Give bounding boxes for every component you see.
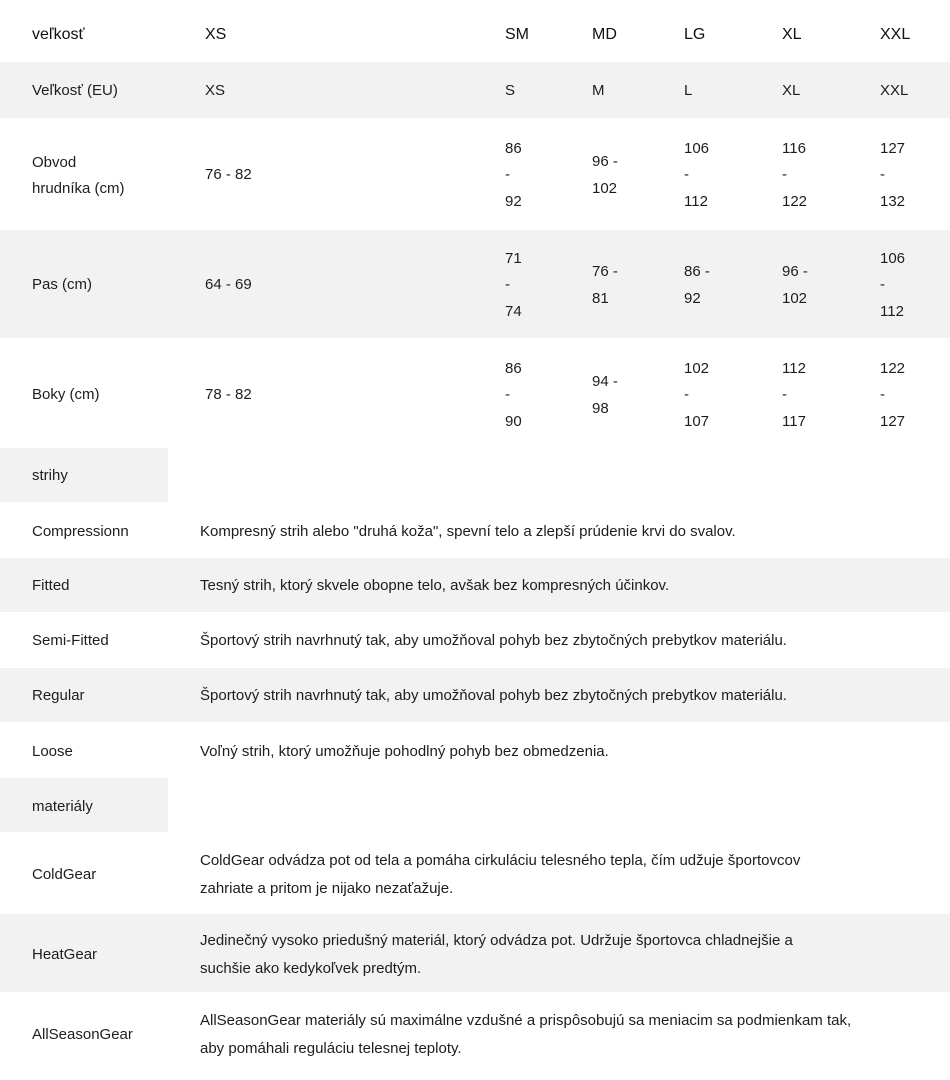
table-row — [0, 120, 950, 228]
table-cell: 132 — [880, 193, 906, 210]
list-item — [0, 668, 950, 722]
cut-name: Loose — [32, 743, 73, 760]
material-description-line2: suchšie ako kedykoľvek predtým. — [200, 960, 422, 977]
list-item — [0, 613, 950, 667]
list-item — [0, 994, 950, 1074]
size-header-row — [0, 22, 950, 52]
table-cell: - — [505, 386, 510, 403]
table-cell: 78 - 82 — [205, 386, 252, 403]
table-cell: 102 — [684, 360, 710, 377]
material-description-line1: AllSeasonGear materiály sú maximálne vzdušné a prispôsobujú sa meniacim sa podmienkam tak, — [200, 1012, 852, 1029]
cut-description: Kompresný strih alebo "druhá koža", spevní telo a zlepší prúdenie krvi do svalov. — [200, 523, 736, 540]
material-description-line1: Jedinečný vysoko priedušný materiál, ktorý odvádza pot. Udržuje športovca chladnejšie a — [200, 932, 793, 949]
header-xl: XL — [782, 26, 802, 43]
table-cell: 122 — [880, 360, 906, 377]
section-title: strihy — [32, 467, 68, 484]
table-cell: 96 - — [592, 153, 618, 170]
cut-description: Športový strih navrhnutý tak, aby umožňoval pohyb bez zbytočných prebytkov materiálu. — [200, 687, 787, 704]
table-cell: 86 — [505, 140, 522, 157]
table-cell: - — [782, 386, 787, 403]
row-label: Veľkosť (EU) — [32, 82, 118, 99]
header-xxl: XXL — [880, 26, 911, 43]
table-cell: 106 — [684, 140, 710, 157]
list-item — [0, 558, 950, 612]
table-cell: - — [684, 386, 689, 403]
table-cell: 127 — [880, 140, 906, 157]
table-cell: 86 — [505, 360, 522, 377]
table-cell: 76 - — [592, 263, 618, 280]
material-name: HeatGear — [32, 946, 98, 963]
table-cell: 106 — [880, 250, 906, 267]
header-lg: LG — [684, 26, 706, 43]
table-cell: 96 - — [782, 263, 808, 280]
table-cell: 112 — [684, 193, 708, 210]
header-label: veľkosť — [32, 26, 85, 43]
list-item — [0, 914, 950, 992]
material-description-line1: ColdGear odvádza pot od tela a pomáha cirkuláciu telesného tepla, čím udžuje športovcov — [200, 852, 801, 869]
table-cell: - — [782, 166, 787, 183]
table-cell: 117 — [782, 413, 806, 430]
table-cell: - — [880, 276, 885, 293]
material-description-line2: aby pomáhali reguláciu telesnej teploty. — [200, 1040, 462, 1057]
table-cell: 90 — [505, 413, 522, 430]
table-cell: XS — [205, 82, 226, 99]
header-xs: XS — [205, 26, 227, 43]
table-cell: 122 — [782, 193, 808, 210]
row-label: Boky (cm) — [32, 386, 100, 403]
table-cell: 112 — [880, 303, 904, 320]
list-item — [0, 723, 950, 777]
table-cell: - — [684, 166, 689, 183]
table-cell: 74 — [505, 303, 522, 320]
table-cell: XXL — [880, 82, 909, 99]
cut-description: Voľný strih, ktorý umožňuje pohodlný pohyb bez obmedzenia. — [200, 743, 609, 760]
table-row — [0, 230, 950, 338]
table-cell: 81 — [592, 290, 609, 307]
cut-description: Tesný strih, ktorý skvele obopne telo, avšak bez kompresných účinkov. — [200, 577, 670, 594]
table-cell: S — [505, 82, 516, 99]
cut-name: Semi-Fitted — [32, 632, 109, 649]
table-cell: 76 - 82 — [205, 166, 252, 183]
materials-section-title — [0, 778, 168, 832]
list-item — [0, 834, 950, 912]
header-sm: SM — [505, 26, 529, 43]
header-md: MD — [592, 26, 617, 43]
table-cell: M — [592, 82, 605, 99]
material-name: ColdGear — [32, 866, 97, 883]
row-label: Pas (cm) — [32, 276, 92, 293]
table-cell: 102 — [782, 290, 808, 307]
material-description-line2: zahriate a pritom je nijako nezaťažuje. — [200, 880, 454, 897]
table-cell: 98 — [592, 400, 609, 417]
table-cell: 86 - — [684, 263, 710, 280]
table-cell: - — [880, 386, 885, 403]
table-cell: 64 - 69 — [205, 276, 252, 293]
table-row — [0, 62, 950, 118]
table-cell: 94 - — [592, 373, 618, 390]
table-row — [0, 340, 950, 446]
list-item — [0, 502, 950, 556]
row-label: Obvod — [32, 154, 77, 171]
table-cell: 112 — [782, 360, 806, 377]
table-cell: L — [684, 82, 693, 99]
section-title: materiály — [32, 798, 93, 815]
table-cell: 127 — [880, 413, 906, 430]
cut-name: Regular — [32, 687, 85, 704]
table-cell: XL — [782, 82, 801, 99]
table-cell: 107 — [684, 413, 710, 430]
table-cell: 71 — [505, 250, 522, 267]
cut-name: Compressionn — [32, 523, 129, 540]
material-name: AllSeasonGear — [32, 1026, 133, 1043]
table-cell: 92 — [505, 193, 522, 210]
cuts-section-title — [0, 448, 168, 502]
table-cell: 102 — [592, 180, 618, 197]
table-cell: 92 — [684, 290, 701, 307]
table-cell: 116 — [782, 140, 806, 157]
table-cell: - — [505, 276, 510, 293]
cut-name: Fitted — [32, 577, 70, 594]
table-cell: - — [880, 166, 885, 183]
row-label: hrudníka (cm) — [32, 180, 125, 197]
table-cell: - — [505, 166, 510, 183]
cut-description: Športový strih navrhnutý tak, aby umožňoval pohyb bez zbytočných prebytkov materiálu. — [200, 632, 787, 649]
